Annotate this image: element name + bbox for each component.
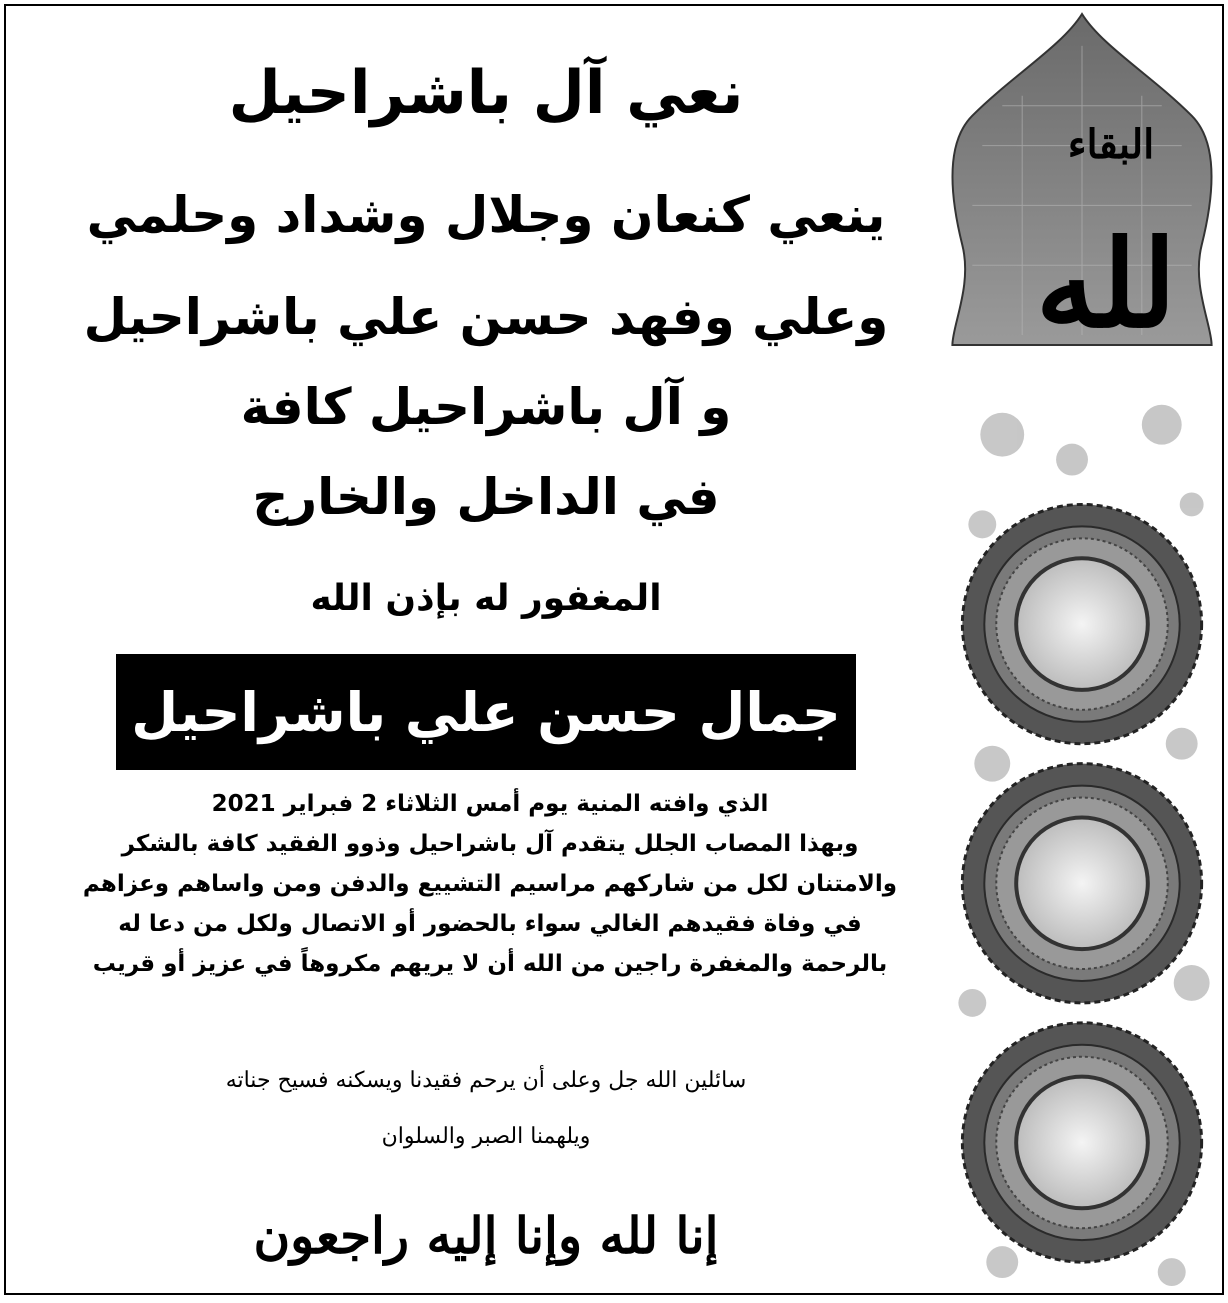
- deceased-name-box: [116, 654, 856, 770]
- body-line: بالرحمة والمغفرة راجين من الله أن لا يريهم مكروهاً في عزيز أو قريب: [92, 951, 888, 977]
- closing-verse: إنا لله وإنا إليه راجعون: [253, 1206, 719, 1265]
- prayer-line-2: ويلهمنا الصبر والسلوان: [381, 1124, 591, 1149]
- body-line: وبهذا المصاب الجلل يتقدم آل باشراحيل وذوو الفقيد كافة بالشكر: [121, 831, 859, 857]
- subtitle: المغفور له بإذن الله: [310, 578, 662, 619]
- body-line: في وفاة فقيدهم الغالي سواء بالحضور أو الاتصال ولكل من دعا له: [118, 911, 862, 937]
- body-line: الذي وافته المنية يوم أمس الثلاثاء 2 فبراير 2021: [211, 791, 769, 817]
- ornament-panel: [942, 6, 1222, 1293]
- mourners-line-4: في الداخل والخارج: [252, 468, 720, 526]
- body-line: والامتنان لكل من شاركهم مراسيم التشييع والدفن ومن واساهم وعزاهم: [82, 871, 898, 897]
- obituary-title: نعي آل باشراحيل: [228, 58, 744, 128]
- mourners-line-2: وعلي وفهد حسن علي باشراحيل: [83, 288, 889, 346]
- mourners-line-3: و آل باشراحيل كافة: [240, 378, 732, 436]
- dome-text: البقاء: [1067, 121, 1155, 168]
- obituary-page: [4, 4, 1224, 1295]
- prayer-line-1: سائلين الله جل وعلى أن يرحم فقيدنا ويسكنه فسيح جناته: [225, 1068, 747, 1093]
- body-text: [44, 784, 936, 984]
- calligraphy-text: لله: [1035, 214, 1177, 355]
- mourners-line-1: ينعي كنعان وجلال وشداد وحلمي: [86, 186, 886, 244]
- frame-1: [962, 504, 1201, 743]
- frame-2: [962, 764, 1201, 1003]
- announcement-text: [26, 6, 946, 1293]
- frame-3: [962, 1023, 1201, 1262]
- deceased-name: جمال حسن علي باشراحيل: [131, 680, 841, 744]
